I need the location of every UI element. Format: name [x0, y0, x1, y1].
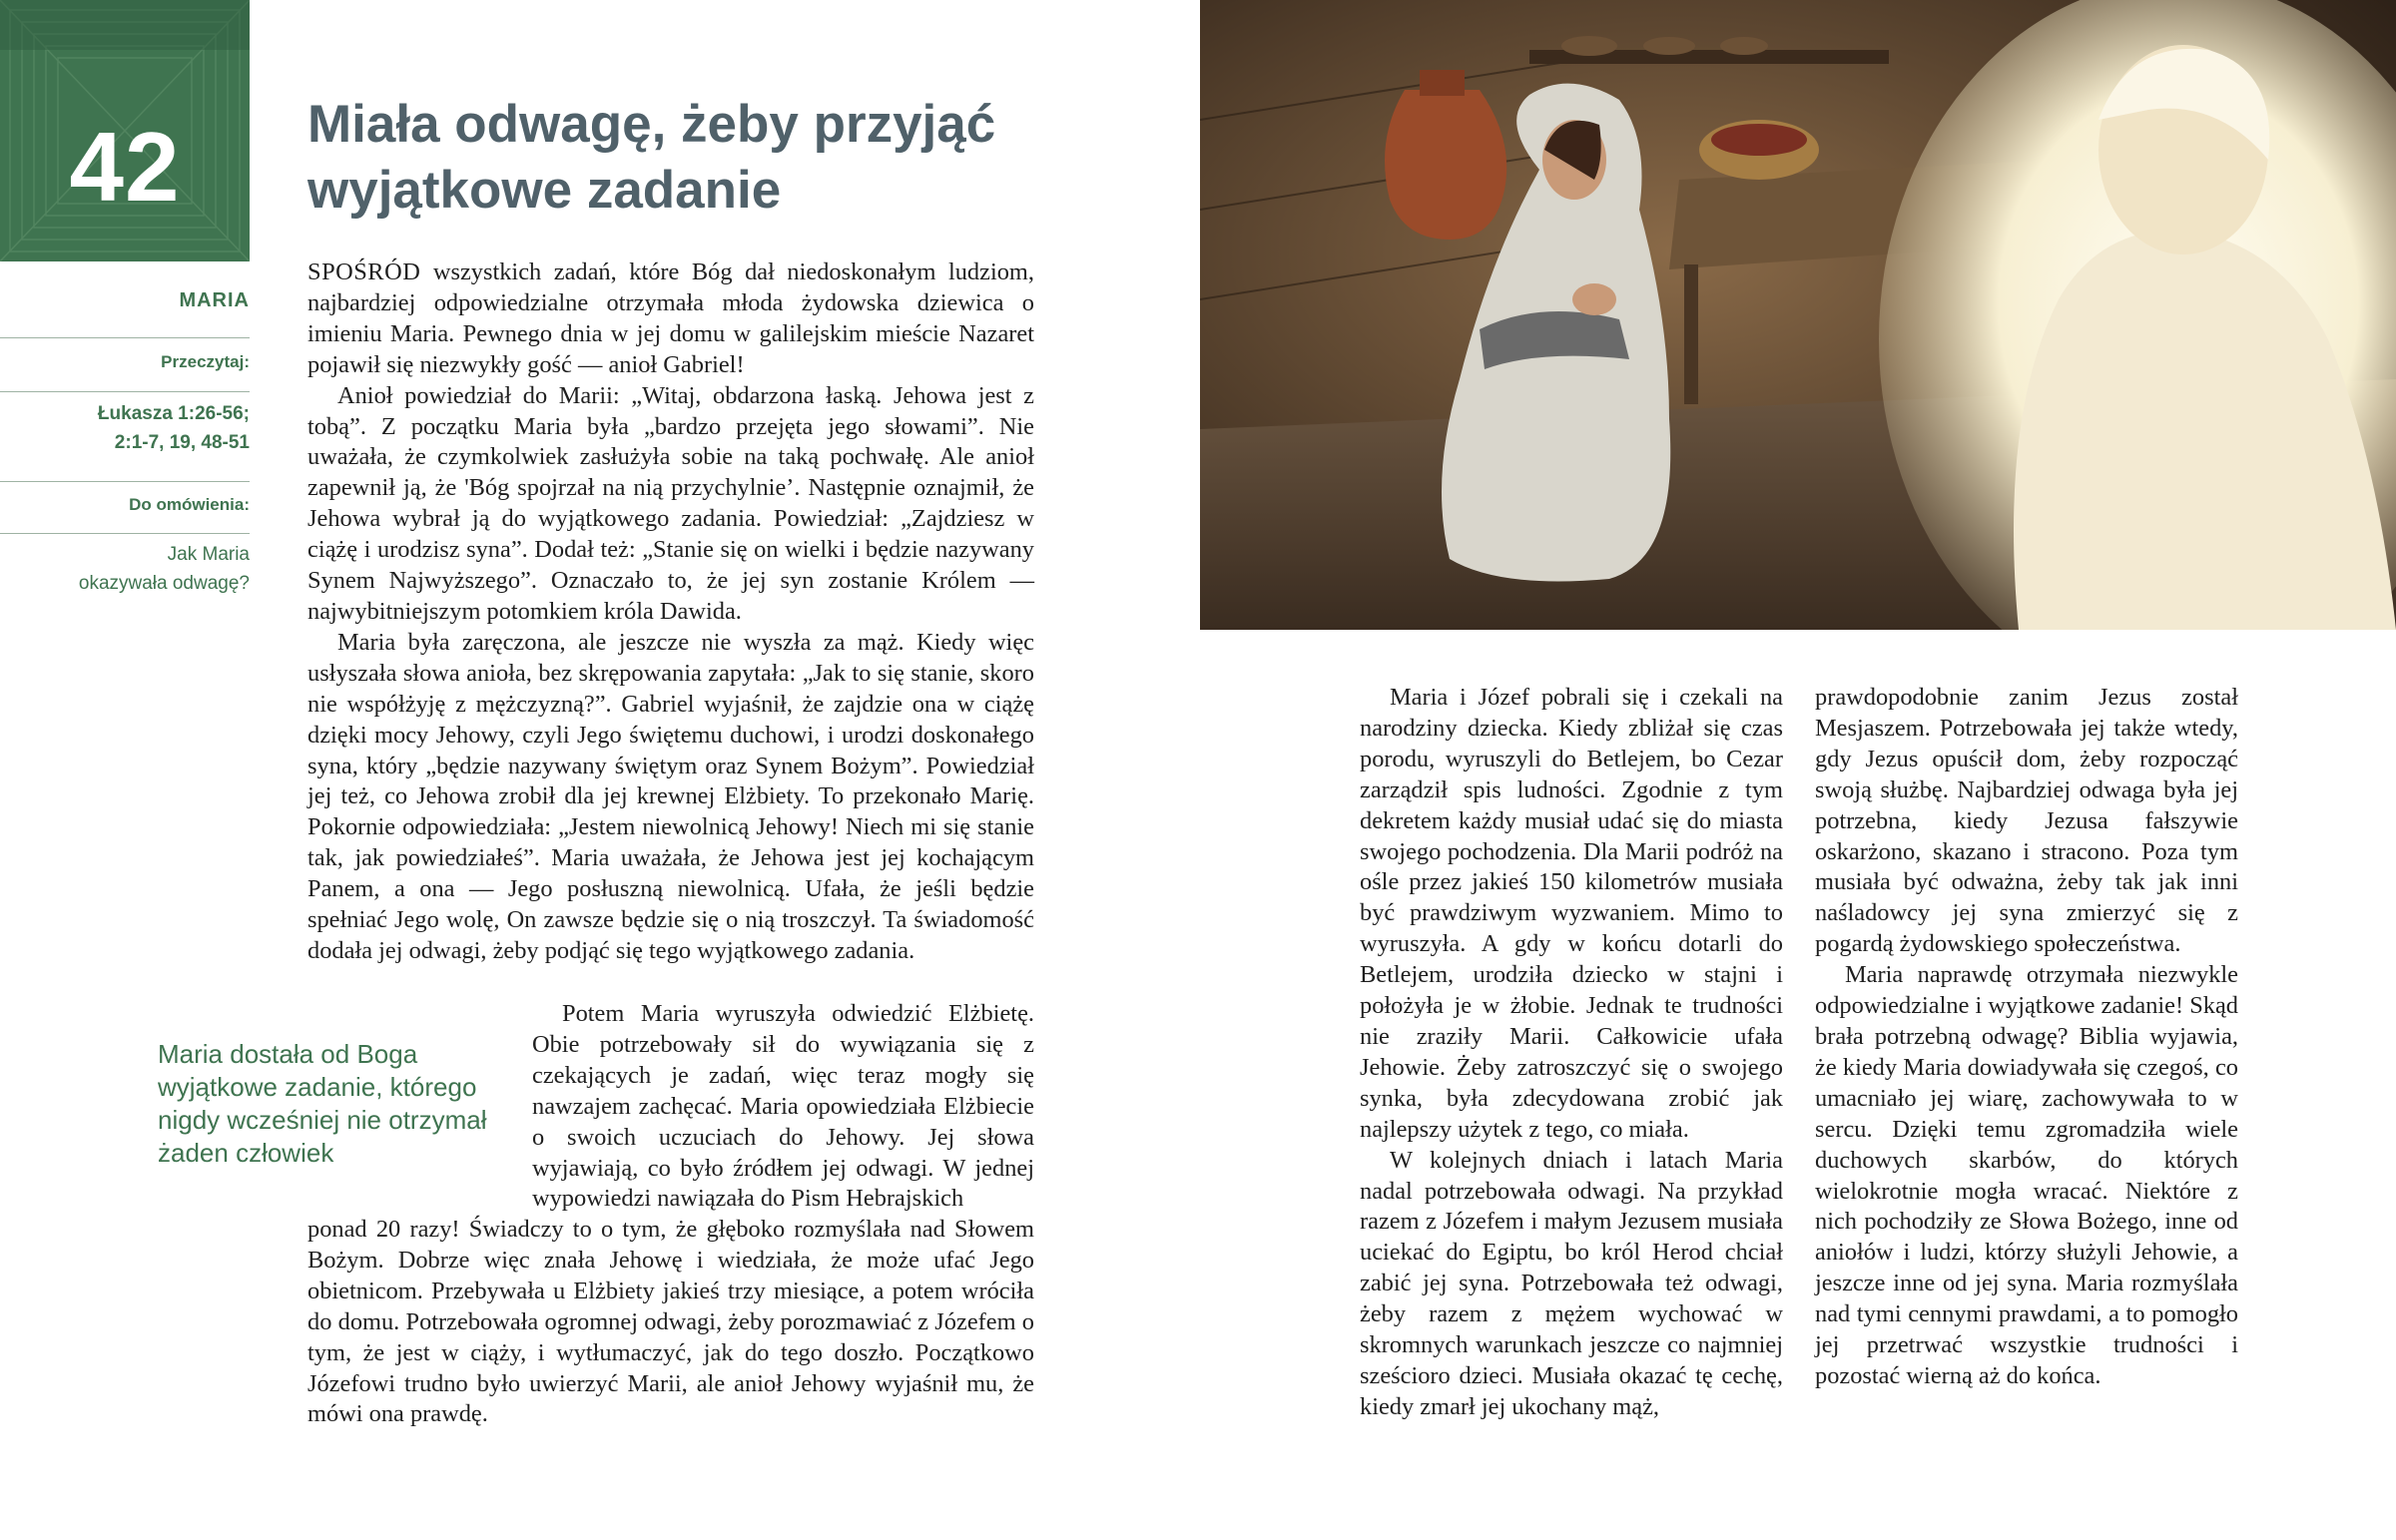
body-column-right-2 — [1815, 683, 2238, 1392]
paragraph-text: wszystkich zadań, które Bóg dał niedoskonałym ludziom, najbardziej odpowiedzialne otrzymała młoda żydowska dziewica o imieniu Maria. Pewnego dnia w jej domu w galilejskim mieście Nazaret pojawił się niezwykły gość — anioł Gabriel! — [307, 258, 1034, 378]
sidebar-divider — [0, 337, 250, 338]
body-column-left — [307, 257, 1034, 967]
illustration-annunciation — [1200, 0, 2396, 630]
pull-quote: Maria dostała od Boga wyjątkowe zadanie, którego nigdy wcześniej nie otrzymał żaden człowiek — [158, 1039, 487, 1168]
paragraph: Maria i Józef pobrali się i czekali na narodziny dziecka. Kiedy zbliżał się czas porodu, wyruszyli do Betlejem, bo Cezar zarządził spis ludności. Zgodnie z tym dekretem każdy musiał udać się do miasta swojego pochodzenia. Dla Marii podróż na ośle przez jakieś 150 kilometrów musiała być prawdziwym wyzwaniem. Mimo to wyruszyła. A gdy w końcu dotarli do Betlejem, urodziła dziecko w stajni i położyła je w żłobie. Jednak te trudności nie zraziły Marii. Całkowicie ufała Jehowie. Żeby zatroszczyć się o swojego synka, była zdecydowana zrobić jak najlepszy użytek z tego, co miała. — [1360, 684, 1783, 1143]
sidebar-person-name: MARIA — [179, 289, 250, 311]
sidebar-divider — [0, 481, 250, 482]
sidebar-scripture-refs: Łukasza 1:26-56; 2:1-7, 19, 48-51 — [97, 403, 250, 453]
paragraph: Potem Maria wyruszyła odwiedzić Elżbietę. Obie potrzebowały sił do wywiązania się z czekających je zadań, więc teraz mogły się nawzajem zachęcać. Maria opowiedziała Elżbiecie o swoich uczuciach do Jehowy. Jej słowa wyjawiają, co było źródłem jej odwagi. W jednej wypowiedzi nawiązała do Pism Hebrajskich — [532, 1000, 1034, 1213]
sidebar-discuss-label: Do omówienia: — [129, 495, 250, 514]
illustration-scene — [1200, 0, 2396, 630]
chapter-number: 42 — [69, 112, 181, 222]
body-column-wrap — [532, 999, 1034, 1215]
paragraph — [307, 257, 1034, 381]
paragraph-continuation: prawdopodobnie zanim Jezus został Mesjaszem. Potrzebowała jej także wtedy, gdy Jezus opuścił dom, żeby rozpocząć swoją służbę. Najbardziej odwaga była jej potrzebna, kiedy Jezusa fałszywie oskarżono, skazano i stracono. Poza tym musiała być odważna, żeby tak jak inni naśladowcy jej syna zmierzyć się z pogardą żydowskiego społeczeństwa. — [1815, 684, 2238, 958]
sidebar-divider — [0, 391, 250, 392]
paragraph: W kolejnych dniach i latach Maria nadal potrzebowała odwagi. Na przykład razem z Józefem i małym Jezusem musiała uciekać do Egiptu, bo król Herod chciał zabić jej syna. Potrzebowała też odwagi, żeby razem z mężem wychować w skromnych warunkach jeszcze co najmniej sześcioro dzieci. Musiała okazać tę cechę, kiedy zmarł jej ukochany mąż, — [1360, 1146, 1783, 1420]
paragraph: Maria była zaręczona, ale jeszcze nie wyszła za mąż. Kiedy więc usłyszała słowa anioła, bez skrępowania zapytała: „Jak to się stanie, skoro nie współżyję z mężczyzną?”. Gabriel wyjaśnił, że zajdzie ona w ciążę dzięki mocy Jehowy, czyli Jego świętemu duchowi, i urodzi doskonałego syna, który „będzie nazywany świętym oraz Synem Bożym”. Powiedział jej też, co Jehowa zrobił dla jej krewnej Elżbiety. To przekonało Marię. Pokornie odpowiedziała: „Jestem niewolnicą Jehowy! Niech mi się stanie tak, jak powiedziałeś”. Maria uważała, że Jehowa jest jej kochającym Panem, a ona — Jego posłuszną niewolnicą. Ufała, że jeśli będzie spełniać Jego wolę, On zawsze będzie się o nią troszczył. Ta świadomość dodała jej odwagi, żeby podjąć się tego wyjątkowego zadania. — [307, 628, 1034, 964]
lead-word: SPOŚRÓD — [307, 258, 421, 285]
paragraph: Anioł powiedział do Marii: „Witaj, obdarzona łaską. Jehowa jest z tobą”. Z początku Maria była „bardzo przejęta jego słowami”. Nie uważała, że czymkolwiek zasłużyła sobie na taką pochwałę. Ale anioł zapewnił ją, że 'Bóg spojrzał na nią przychylnie’. Następnie oznajmił, że Jehowa wybrał ją do wyjątkowego zadania. Powiedział: „Zajdziesz w ciążę i urodzisz syna”. Dodał też: „Stanie się on wielki i będzie nazywany Synem Najwyższego”. Oznaczało to, że jej syn zostanie Królem — najwybitniejszym potomkiem króla Dawida. — [307, 381, 1034, 625]
paragraph: Maria naprawdę otrzymała niezwykle odpowiedzialne i wyjątkowe zadanie! Skąd brała potrzebną odwagę? Biblia wyjawia, że kiedy Maria dowiadywała się czegoś, co umacniało jej wiarę, zachowywała to w sercu. Dzięki temu zgromadziła wiele duchowych skarbów, do których wielokrotnie mogła wracać. Niektóre z nich pochodziły ze Słowa Bożego, inne od aniołów i ludzi, którzy służyli Jehowie, a jeszcze inne od jej syna. Maria rozmyślała nad tymi cennymi prawdami, a to pomogło jej przetrwać wszystkie trudności i pozostać wierną aż do końca. — [1815, 961, 2238, 1389]
sidebar-discussion-question: Jak Maria okazywała odwagę? — [78, 544, 250, 594]
body-column-right-1 — [1360, 683, 1783, 1423]
chapter-title: Miała odwagę, żeby przyjąć wyjątkowe zadanie — [307, 95, 996, 220]
paragraph: ponad 20 razy! Świadczy to o tym, że głęboko rozmyślała nad Słowem Bożym. Dobrze więc znała Jehowę i wiedziała, że może ufać Jego obietnicom. Przebywała u Elżbiety jakieś trzy miesiące, a potem wróciła do domu. Potrzebowała ogromnej odwagi, żeby porozmawiać z Józefem o tym, że jest w ciąży, i wytłumaczyć, jak do tego doszło. Początkowo Józefowi trudno było uwierzyć Marii, ale anioł Jehowy wyjaśnił mu, że mówi ona prawdę. — [307, 1216, 1034, 1428]
sidebar-read-label: Przeczytaj: — [161, 352, 250, 371]
body-column-tail — [307, 1215, 1034, 1430]
sidebar-divider — [0, 533, 250, 534]
chapter-badge — [0, 0, 250, 261]
